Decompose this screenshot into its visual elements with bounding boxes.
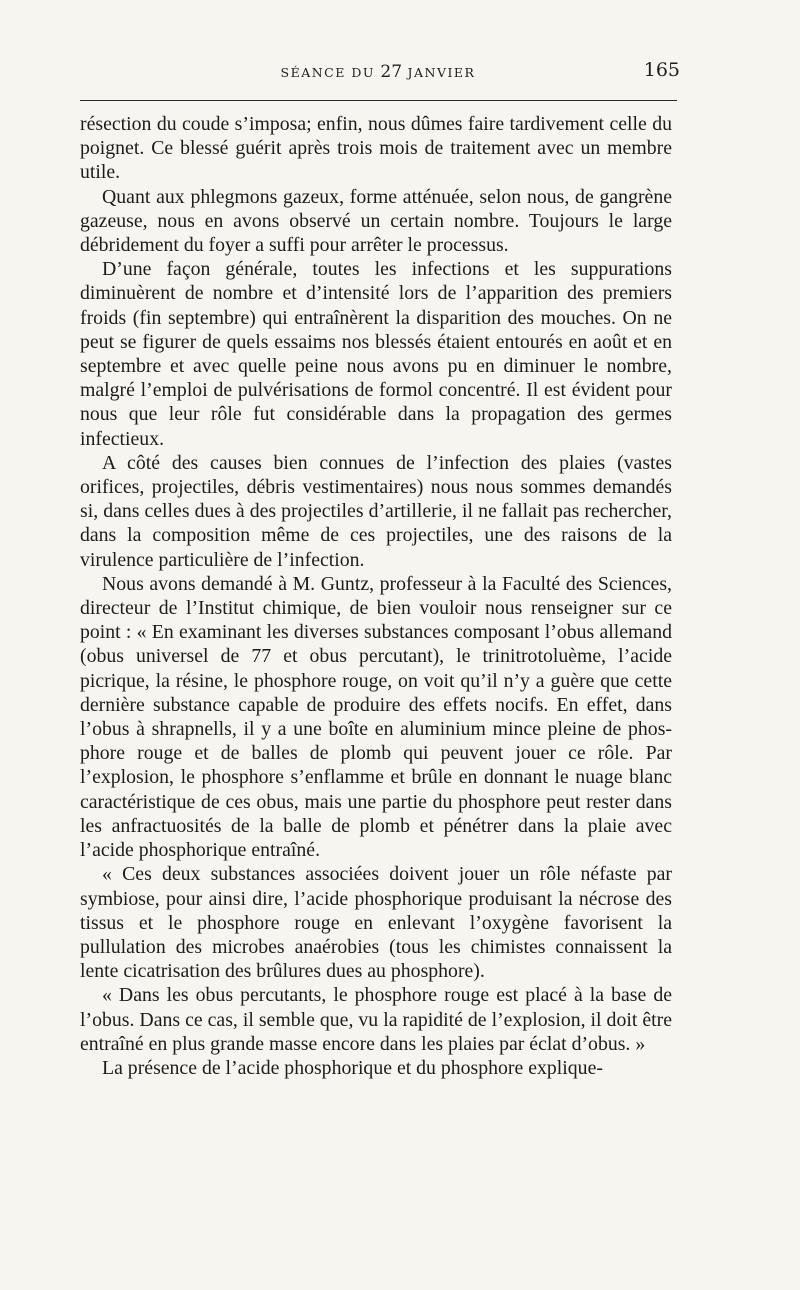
running-title xyxy=(78,62,678,82)
page-number: 165 xyxy=(643,59,680,81)
paragraph-continued: résection du coude s’imposa; enfin, nous dûmes faire tardivement celle du poignet. Ce blessé guérit après trois mois de traitement avec un membre utile. xyxy=(80,113,672,184)
running-head xyxy=(78,56,678,86)
paragraph: A côté des causes bien connues de l’infection des plaies (vastes orifices, projectiles, débris vestimentaires) nous nous sommes demandés si, dans celles dues à des projectiles d’artillerie, il ne fallait pas rechercher, dans la composition même de ces projectiles, une des raisons de la virulence particulière de l’infection. xyxy=(80,451,672,571)
paragraph-last: La présence de l’acide phosphorique et du phosphore explique- xyxy=(102,1056,603,1079)
paragraph: D’une façon générale, toutes les infections et les suppurations diminuèrent de nombre et d’intensité lors de l’apparition des premiers froids (fin septembre) qui entraînèrent la disparition des mouches. On ne peut se figurer de quels essaims nos blessés étaient entourés en août et en septembre et avec quelle peine nous avons pu en diminuer le nombre, malgré l’emploi de pulvérisations de formol concentré. Il est évident pour nous que leur rôle fut considérable dans la propagation des germes infectieux. xyxy=(80,258,672,450)
running-title-pre: SÉANCE DU xyxy=(280,65,381,80)
paragraph: « Ces deux substances associées doivent jouer un rôle néfaste par symbiose, pour ainsi dire, l’acide phosphorique produisant la nécrose des tissus et le phosphore rouge en enlevant l’oxygène favorisent la pullulation des microbes anaérobies (tous les chimistes connaissent la lente cicatrisation des brûlures dues au phosphore). xyxy=(80,863,672,983)
header-rule xyxy=(80,100,677,101)
paragraph: Nous avons demandé à M. Guntz, professeur à la Faculté des Sciences, directeur de l’Institut chimique, de bien vouloir nous renseigner sur ce point : « En examinant les diverses substances composant l’obus allemand (obus universel de 77 et obus percutant), le trinitrotoluème, l’acide picrique, la résine, le phosphore rouge, on voit qu’il n’y a guère que cette dernière substance capable de produire des effets nocifs. En effet, dans l’obus à shrapnells, il y a une boîte en aluminium mince pleine de phosphore rouge et de balles de plomb qui peuvent jouer ce rôle. Par l’explosion, le phosphore s’enflamme et brûle en donnant le nuage blanc caractéristique de ces obus, mais une partie du phosphore peut rester dans les anfractuosités de la balle de plomb et pénétrer dans la plaie avec l’acide phosphorique entraîné. xyxy=(80,572,672,862)
body-text xyxy=(80,112,672,1080)
running-title-number: 27 xyxy=(380,62,403,82)
paragraph: « Dans les obus percutants, le phosphore rouge est placé à la base de l’obus. Dans ce cas, il semble que, vu la rapidité de l’explosion, il doit être entraîné en plus grande masse encore dans les plaies par éclat d’obus. » xyxy=(80,984,672,1055)
running-title-post: JANVIER xyxy=(402,65,476,80)
paragraph: Quant aux phlegmons gazeux, forme atténuée, selon nous, de gangrène gazeuse, nous en avons observé un certain nombre. Toujours le large débridement du foyer a suffi pour arrêter le processus. xyxy=(80,185,672,257)
